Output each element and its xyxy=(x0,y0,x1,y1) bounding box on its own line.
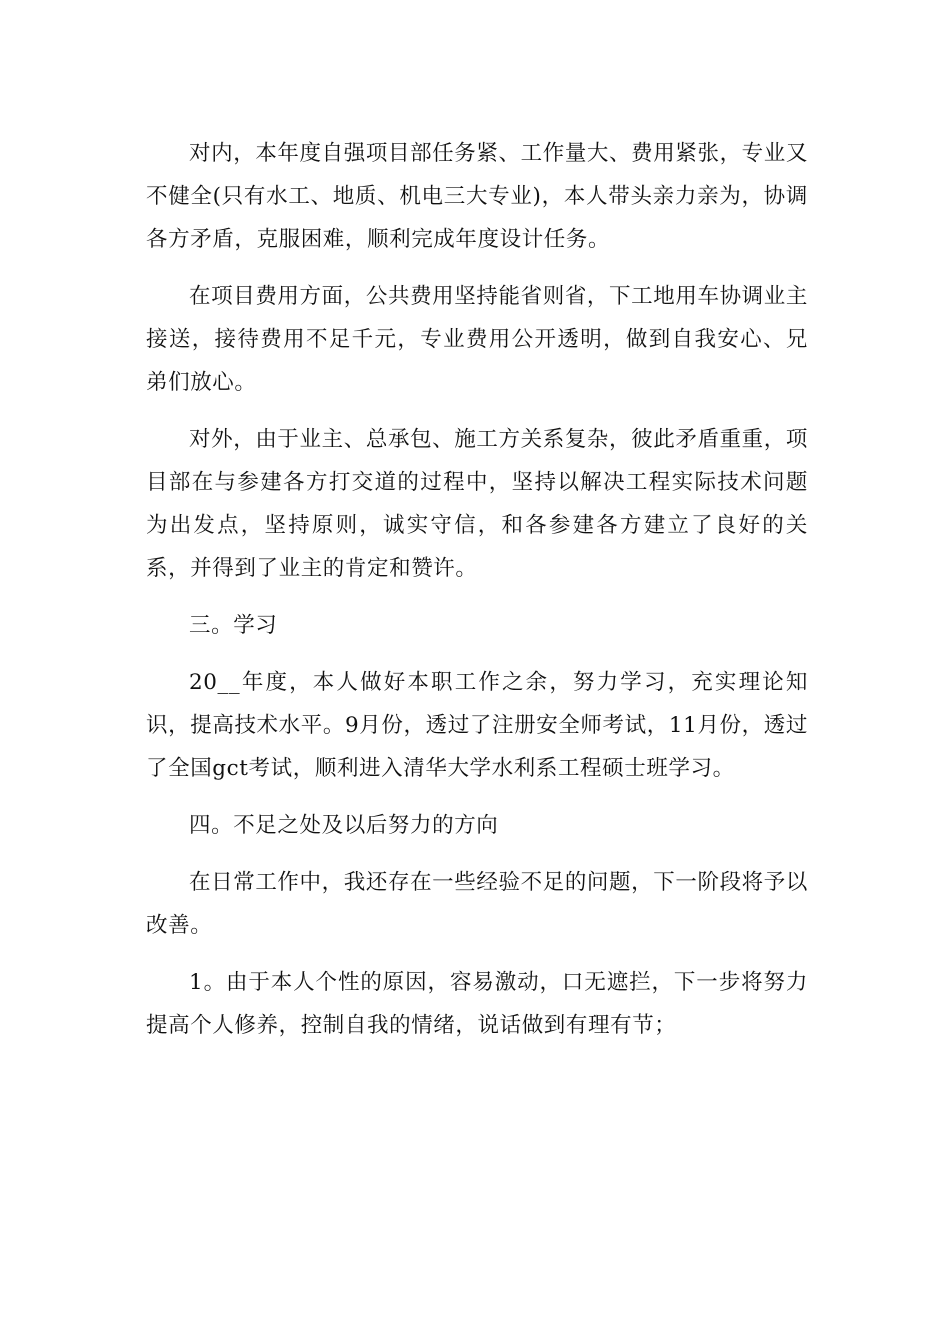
section-heading-study: 三。学习 xyxy=(189,613,278,638)
paragraph-study: 20__年度，本人做好本职工作之余，努力学习，充实理论知识，提高技术水平。9月份，透过了注册安全师考试，11月份，透过了全国gct考试，顺利进入清华大学水利系工程硕士班学习。 xyxy=(146,670,808,781)
section-heading-shortcomings: 四。不足之处及以后努力的方向 xyxy=(189,813,499,838)
paragraph-external-relations: 对外，由于业主、总承包、施工方关系复杂，彼此矛盾重重，项目部在与参建各方打交道的过程中，坚持以解决工程实际技术问题为出发点，坚持原则，诚实守信，和各参建各方建立了良好的关系，并得到了业主的肯定和赞许。 xyxy=(146,427,808,581)
paragraph-project-costs: 在项目费用方面，公共费用坚持能省则省，下工地用车协调业主接送，接待费用不足千元，专业费用公开透明，做到自我安心、兄弟们放心。 xyxy=(146,284,808,395)
paragraph-internal-work: 对内，本年度自强项目部任务紧、工作量大、费用紧张，专业又不健全(只有水工、地质、机电三大专业)，本人带头亲力亲为，协调各方矛盾，克服困难，顺利完成年度设计任务。 xyxy=(146,141,808,252)
paragraph-shortcoming-item-1: 1。由于本人个性的原因，容易激动，口无遮拦，下一步将努力提高个人修养，控制自我的情绪，说话做到有理有节； xyxy=(146,970,808,1038)
document-body xyxy=(146,132,808,1061)
paragraph-shortcomings-intro: 在日常工作中，我还存在一些经验不足的问题，下一阶段将予以改善。 xyxy=(146,870,808,938)
